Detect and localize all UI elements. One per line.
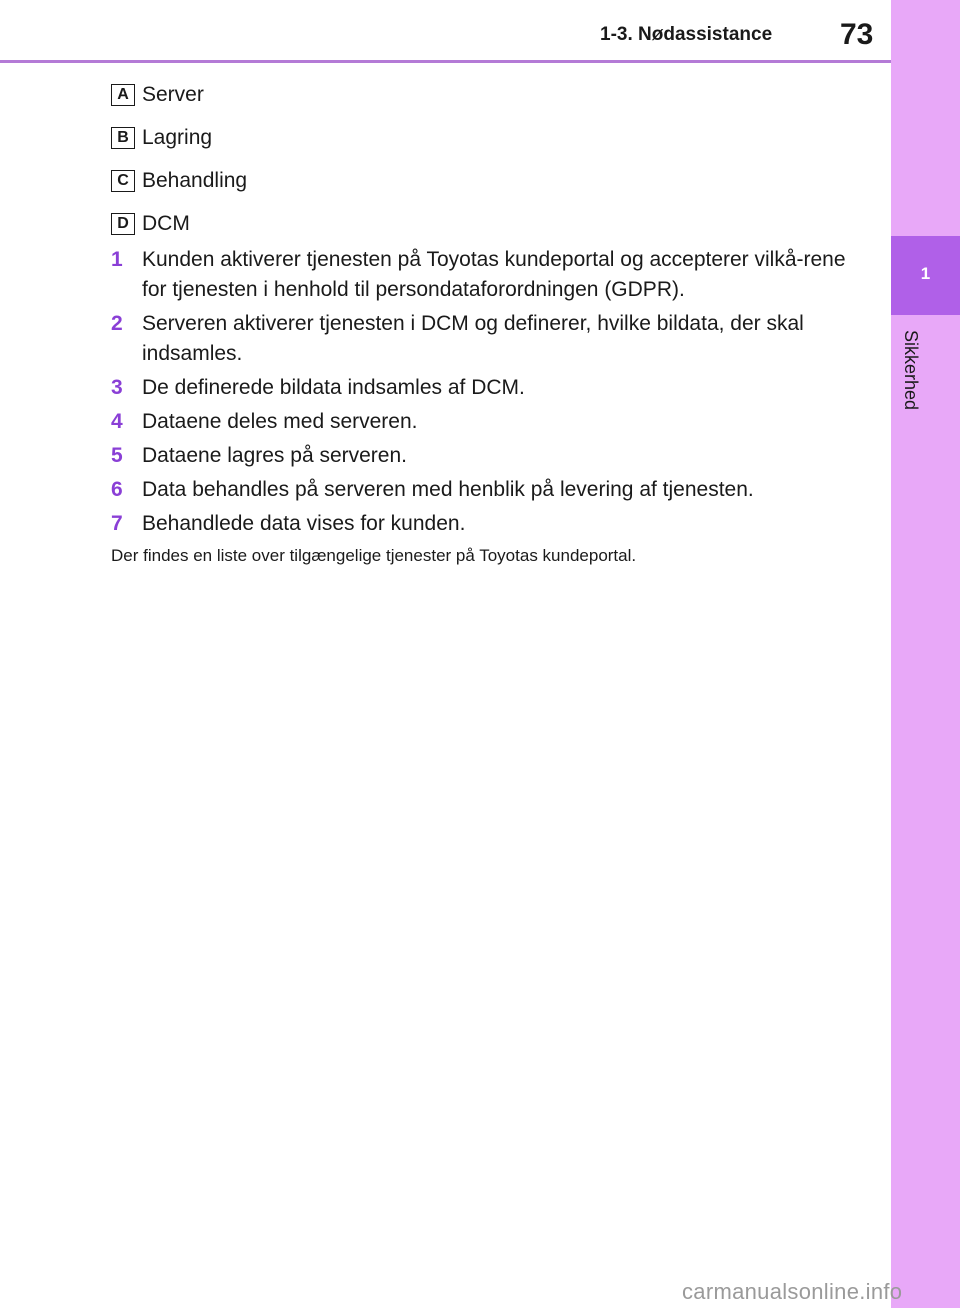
step-number: 3	[111, 376, 123, 399]
legend-letter-box: A	[111, 84, 135, 106]
legend-item-c	[111, 166, 248, 196]
step-text: Kunden aktiverer tjenesten på Toyotas kundeportal og accepterer vilkå-rene for tjenesten i henhold til persondataforordningen (GDPR).	[142, 248, 846, 301]
step-text: Data behandles på serveren med henblik på levering af tjenesten.	[142, 478, 754, 501]
chapter-title: Sikkerhed	[901, 330, 921, 411]
legend-letter-box: C	[111, 170, 135, 192]
step-6	[111, 475, 851, 505]
legend-label: DCM	[142, 212, 190, 235]
step-text: Behandlede data vises for kunden.	[142, 512, 466, 535]
page-number: 73	[840, 18, 874, 51]
step-text: Dataene lagres på serveren.	[142, 444, 407, 467]
legend-letter-box: D	[111, 213, 135, 235]
legend-item-d	[111, 209, 190, 239]
chapter-number: 1	[920, 264, 931, 283]
section-title: 1-3. Nødassistance	[600, 24, 773, 45]
watermark: carmanualsonline.info	[682, 1279, 903, 1304]
step-2	[111, 309, 851, 369]
step-number: 1	[111, 248, 123, 271]
step-number: 6	[111, 478, 123, 501]
step-5	[111, 441, 851, 471]
step-4	[111, 407, 851, 437]
legend-label: Lagring	[142, 126, 213, 149]
step-number: 2	[111, 312, 123, 335]
legend-item-a	[111, 80, 204, 110]
legend-item-b	[111, 123, 213, 153]
step-number: 7	[111, 512, 123, 535]
step-number: 5	[111, 444, 123, 467]
header-divider	[0, 60, 891, 63]
step-text: Serveren aktiverer tjenesten i DCM og definerer, hvilke bildata, der skal indsamles.	[142, 312, 804, 365]
footnote: Der findes en liste over tilgængelige tjenester på Toyotas kundeportal.	[111, 546, 637, 565]
step-text: Dataene deles med serveren.	[142, 410, 418, 433]
legend-label: Server	[142, 83, 204, 106]
legend-letter-box: B	[111, 127, 135, 149]
side-tab	[891, 0, 960, 1308]
step-text: De definerede bildata indsamles af DCM.	[142, 376, 525, 399]
step-7	[111, 509, 851, 539]
step-3	[111, 373, 851, 403]
step-number: 4	[111, 410, 123, 433]
legend-label: Behandling	[142, 169, 248, 192]
step-1	[111, 245, 851, 305]
